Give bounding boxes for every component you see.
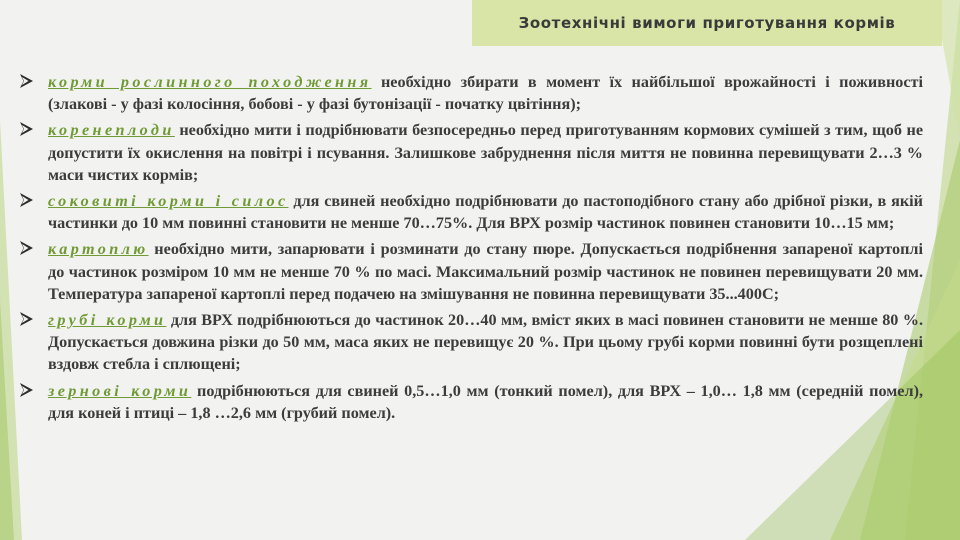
bullet-list: [20, 71, 923, 424]
item-text: [48, 71, 923, 115]
item-term: грубі корми: [48, 311, 167, 330]
item-description: для ВРХ подрібнюються до частинок 20…40 мм, вміст яких в масі повинен становити не менше 80 %. Допускається довжина різки до 50 мм, маса яких не перевищує 20 %. При цьому грубі корми повинні бути розщеплені вздовж стебла і сплющені;: [48, 311, 924, 374]
list-item: [20, 238, 923, 305]
list-item: [20, 190, 923, 234]
slide-title: Зоотехнічні вимоги приготування кормів: [518, 14, 896, 32]
arrow-bullet-icon: [20, 238, 48, 255]
list-item: [20, 309, 923, 376]
arrow-bullet-icon: [20, 190, 48, 207]
list-item: [20, 119, 923, 186]
item-description: необхідно мити і подрібнювати безпосередньо перед приготуванням кормових сумішей з тим, щоб не допустити їх окислення на повітрі і псування. Залишкове забруднення після миття не повинна перевищувати 2…3 % маси чистих кормів;: [48, 121, 923, 184]
list-item: [20, 380, 923, 424]
arrow-bullet-icon: [20, 380, 48, 397]
arrow-bullet-icon: [20, 71, 48, 88]
item-text: [48, 380, 923, 424]
item-description: для свиней необхідно подрібнювати до пастоподібного стану або дрібної різки, в якій частинки до 10 мм повинні становити не менше 70…75%. Для ВРХ розмір частинок повинен становити 10…15 мм;: [48, 192, 923, 233]
item-description: необхідно збирати в момент їх найбільшої врожайності і поживності (злакові - у фазі колосіння, бобові - у фазі бутонізації - початку цвітіння);: [48, 73, 924, 114]
item-description: подрібнюються для свиней 0,5…1,0 мм (тонкий помел), для ВРХ – 1,0… 1,8 мм (середній помел), для коней і птиці – 1,8 …2,6 мм (грубий помел).: [48, 381, 924, 422]
arrow-bullet-icon: [20, 119, 48, 136]
list-item: [20, 71, 923, 115]
item-text: [48, 190, 923, 234]
title-banner: [472, 0, 942, 46]
item-term: корми рослинного походження: [48, 73, 372, 91]
item-term: картоплю: [48, 240, 149, 259]
item-text: [48, 238, 923, 305]
item-term: соковиті корми і силос: [48, 192, 289, 211]
item-description: необхідно мити, запарювати і розминати до стану пюре. Допускається подрібнення запареної картоплі до частинок розміром 10 мм не менше 70 % по масі. Максимальний розмір частинок не повинен перевищувати 20 мм. Температура запареної картоплі перед подачею на змішування не повинна перевищувати 35...400С;: [48, 240, 923, 303]
arrow-bullet-icon: [20, 309, 48, 326]
item-term: зернові корми: [48, 381, 192, 400]
item-text: [48, 119, 923, 186]
item-term: коренеплоди: [48, 121, 175, 140]
item-text: [48, 309, 923, 376]
